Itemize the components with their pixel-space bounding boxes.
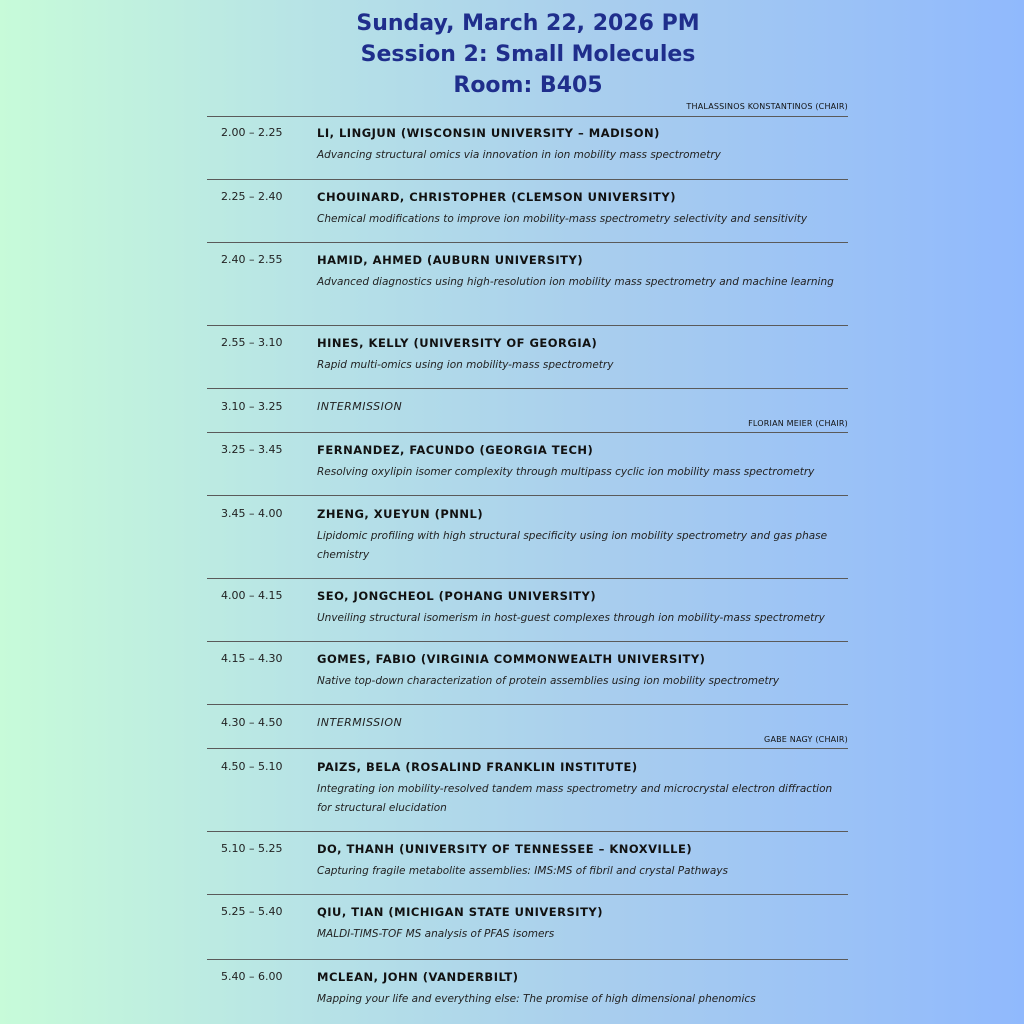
speaker-name: HAMID, AHMED (AUBURN UNIVERSITY) bbox=[317, 253, 584, 267]
speaker-name: HINES, KELLY (UNIVERSITY OF GEORGIA) bbox=[317, 336, 598, 350]
talk-title: Advancing structural omics via innovation in ion mobility mass spectrometry bbox=[317, 149, 721, 161]
divider bbox=[207, 641, 848, 642]
entry-time: 2.00 – 2.25 bbox=[221, 126, 283, 139]
divider bbox=[207, 704, 848, 705]
session-date: Sunday, March 22, 2026 PM bbox=[356, 11, 700, 36]
entry-time: 4.00 – 4.15 bbox=[221, 589, 283, 602]
talk-title: Native top-down characterization of protein assemblies using ion mobility spectrometry bbox=[317, 675, 780, 687]
entry-time: 5.40 – 6.00 bbox=[221, 970, 283, 983]
divider bbox=[207, 388, 848, 389]
session-header bbox=[0, 8, 1024, 101]
talk-title: Chemical modifications to improve ion mobility-mass spectrometry selectivity and sensitivity bbox=[317, 213, 808, 225]
chair-label: FLORIAN MEIER (CHAIR) bbox=[748, 419, 848, 428]
session-title: Session 2: Small Molecules bbox=[360, 42, 696, 67]
talk-title: Advanced diagnostics using high-resolution ion mobility mass spectrometry and machine learning bbox=[317, 276, 834, 288]
divider bbox=[207, 831, 848, 832]
session-room: Room: B405 bbox=[453, 73, 603, 98]
divider bbox=[207, 894, 848, 895]
entry-time: 2.55 – 3.10 bbox=[221, 336, 283, 349]
divider bbox=[207, 495, 848, 496]
speaker-name: DO, THANH (UNIVERSITY OF TENNESSEE – KNOXVILLE) bbox=[317, 842, 693, 856]
divider bbox=[207, 578, 848, 579]
divider bbox=[207, 325, 848, 326]
speaker-name: QIU, TIAN (MICHIGAN STATE UNIVERSITY) bbox=[317, 905, 603, 919]
chair-label: THALASSINOS KONSTANTINOS (CHAIR) bbox=[686, 102, 848, 111]
entry-time: 2.25 – 2.40 bbox=[221, 190, 283, 203]
divider bbox=[207, 242, 848, 243]
speaker-name: FERNANDEZ, FACUNDO (GEORGIA TECH) bbox=[317, 443, 594, 457]
talk-title: Rapid multi-omics using ion mobility-mass spectrometry bbox=[317, 359, 614, 371]
talk-title: MALDI-TIMS-TOF MS analysis of PFAS isomers bbox=[317, 928, 555, 940]
talk-title: Capturing fragile metabolite assemblies: IMS:MS of fibril and crystal Pathways bbox=[317, 865, 729, 877]
entry-time: 3.10 – 3.25 bbox=[221, 400, 283, 413]
talk-title: Unveiling structural isomerism in host-guest complexes through ion mobility-mass spectrometry bbox=[317, 612, 825, 624]
entry-time: 4.30 – 4.50 bbox=[221, 716, 283, 729]
divider bbox=[207, 748, 848, 749]
speaker-name: GOMES, FABIO (VIRGINIA COMMONWEALTH UNIVERSITY) bbox=[317, 652, 706, 666]
entry-time: 3.45 – 4.00 bbox=[221, 507, 283, 520]
intermission-label: INTERMISSION bbox=[317, 400, 403, 413]
talk-title: Integrating ion mobility-resolved tandem mass spectrometry and microcrystal electron diffraction for structural elucidation bbox=[317, 783, 833, 814]
divider bbox=[207, 179, 848, 180]
speaker-name: LI, LINGJUN (WISCONSIN UNIVERSITY – MADISON) bbox=[317, 126, 660, 140]
entry-time: 4.50 – 5.10 bbox=[221, 760, 283, 773]
entry-time: 4.15 – 4.30 bbox=[221, 652, 283, 665]
divider bbox=[207, 959, 848, 960]
speaker-name: SEO, JONGCHEOL (POHANG UNIVERSITY) bbox=[317, 589, 597, 603]
entry-time: 5.10 – 5.25 bbox=[221, 842, 283, 855]
talk-title: Lipidomic profiling with high structural specificity using ion mobility spectrometry and gas phase chemistry bbox=[317, 530, 828, 561]
speaker-name: MCLEAN, JOHN (VANDERBILT) bbox=[317, 970, 519, 984]
talk-title: Mapping your life and everything else: The promise of high dimensional phenomics bbox=[317, 993, 756, 1005]
chair-label: GABE NAGY (CHAIR) bbox=[764, 735, 848, 744]
talk-title: Resolving oxylipin isomer complexity through multipass cyclic ion mobility mass spectrometry bbox=[317, 466, 815, 478]
speaker-name: PAIZS, BELA (ROSALIND FRANKLIN INSTITUTE) bbox=[317, 760, 638, 774]
entry-time: 2.40 – 2.55 bbox=[221, 253, 283, 266]
speaker-name: CHOUINARD, CHRISTOPHER (CLEMSON UNIVERSITY) bbox=[317, 190, 676, 204]
divider bbox=[207, 432, 848, 433]
entry-time: 3.25 – 3.45 bbox=[221, 443, 283, 456]
speaker-name: ZHENG, XUEYUN (PNNL) bbox=[317, 507, 484, 521]
entry-time: 5.25 – 5.40 bbox=[221, 905, 283, 918]
divider bbox=[207, 116, 848, 117]
intermission-label: INTERMISSION bbox=[317, 716, 403, 729]
